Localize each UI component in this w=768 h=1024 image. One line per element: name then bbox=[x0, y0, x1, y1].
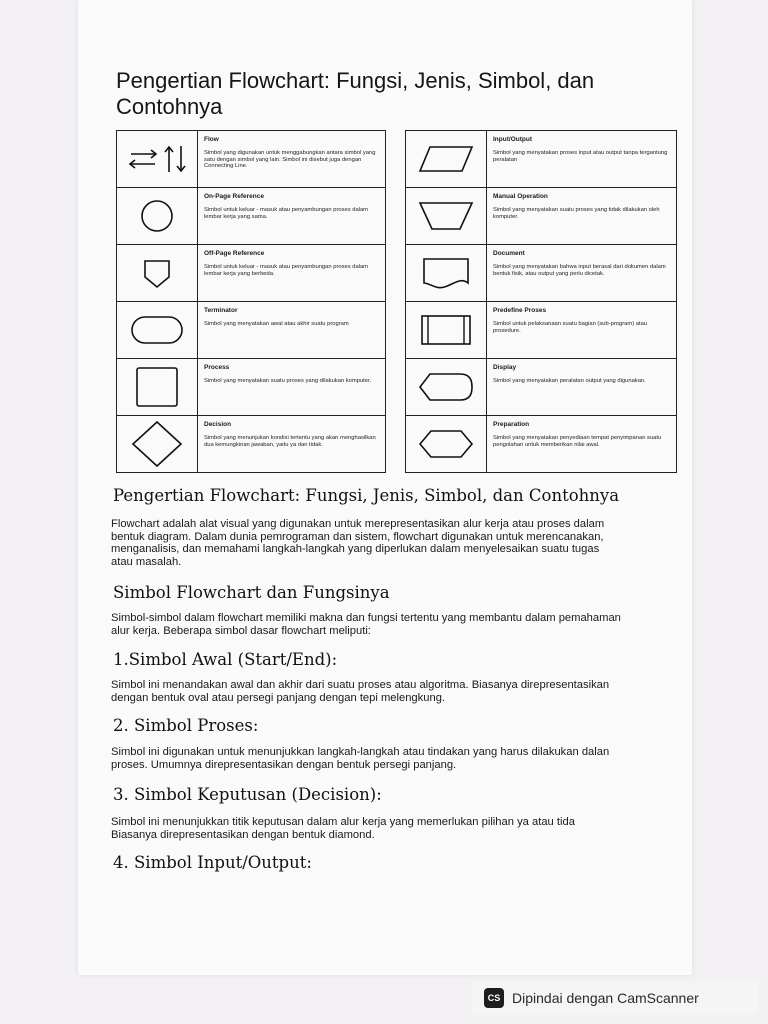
display-icon bbox=[406, 359, 487, 415]
item-heading-start-end: 1.Simbol Awal (Start/End): bbox=[113, 650, 338, 669]
symbol-desc: Simbol yang menyatakan awal atau akhir suatu program bbox=[204, 321, 349, 327]
symbol-desc: Simbol yang menyatakan suatu proses yang dilakukan komputer. bbox=[204, 378, 372, 384]
text-line: Simbol ini menandakan awal dan akhir dari suatu proses atau algoritma. Biasanya direpresentasikan bbox=[111, 679, 610, 691]
intro-paragraph bbox=[111, 518, 691, 568]
article-heading: Pengertian Flowchart: Fungsi, Jenis, Simbol, dan Contohnya bbox=[113, 486, 620, 505]
item-paragraph-process bbox=[111, 746, 691, 771]
text-line: dengan bentuk oval atau persegi panjang dengan tepi melengkung. bbox=[111, 691, 446, 704]
symbol-name: Flow bbox=[204, 136, 219, 143]
item-heading-decision: 3. Simbol Keputusan (Decision): bbox=[113, 785, 382, 804]
circle-icon bbox=[117, 188, 198, 244]
text-line: Simbol ini menunjukkan titik keputusan dalam alur kerja yang memerlukan pilihan ya atau tida bbox=[111, 816, 575, 828]
camscanner-watermark bbox=[472, 982, 758, 1014]
symbol-row-preparation bbox=[406, 415, 676, 472]
symbol-row-predefine-proses bbox=[406, 301, 676, 358]
document-icon bbox=[406, 245, 487, 301]
text-line: bentuk diagram. Dalam dunia pemrograman dan sistem, flowchart digunakan untuk merencanakan, bbox=[111, 530, 604, 543]
symbol-row-off-page-reference bbox=[117, 244, 385, 301]
symbol-name: Terminator bbox=[204, 307, 238, 314]
item-paragraph-start-end bbox=[111, 679, 691, 704]
symbol-desc: Simbol yang menyatakan proses input atau output tanpa tergantung peralatan bbox=[493, 150, 668, 163]
rounded-rect-icon bbox=[117, 302, 198, 358]
symbol-desc: Simbol untuk pelaksanaan suatu bagian (sub-program) atau prosedure. bbox=[493, 321, 648, 334]
text-line: Simbol-simbol dalam flowchart memiliki makna dan fungsi tertentu yang membantu dalam pemahaman bbox=[111, 612, 621, 624]
symbol-table-left bbox=[116, 130, 386, 473]
rectangle-icon bbox=[117, 359, 198, 415]
item-heading-input-output: 4. Simbol Input/Output: bbox=[113, 853, 312, 872]
text-line: Flowchart adalah alat visual yang digunakan untuk merepresentasikan alur kerja atau proses dalam bbox=[111, 518, 605, 530]
symbol-desc: Simbol yang menyatakan suatu proses yang tidak dilakukan oleh komputer. bbox=[493, 207, 660, 220]
text-line: menganalisis, dan memahami langkah-langkah yang diperlukan dalam menyelesaikan suatu tugas bbox=[111, 543, 600, 555]
section-paragraph bbox=[111, 612, 691, 637]
symbol-name: Off-Page Reference bbox=[204, 250, 265, 257]
parallelogram-icon bbox=[406, 131, 487, 187]
symbol-desc: Simbol yang menyatakan peralatan output yang digunakan. bbox=[493, 378, 646, 384]
symbol-desc: Simbol yang menyatakan penyediaan tempat penyimpanan suatu pengolahan untuk memberikan nilai awal. bbox=[493, 435, 662, 448]
symbol-name: Input/Output bbox=[493, 136, 532, 143]
item-heading-process: 2. Simbol Proses: bbox=[113, 716, 259, 735]
trapezoid-icon bbox=[406, 188, 487, 244]
symbol-desc: Simbol yang menunjukan kondisi tertentu yang akan menghasilkan dua kemungkinan jawaban, yaitu ya dan tidak. bbox=[204, 435, 376, 448]
symbol-name: Predefine Proses bbox=[493, 307, 547, 314]
text-line: proses. Umumnya direpresentasikan dengan bentuk persegi panjang. bbox=[111, 758, 457, 771]
symbol-name: Process bbox=[204, 364, 230, 371]
hexagon-icon bbox=[406, 416, 487, 472]
item-paragraph-decision bbox=[111, 816, 691, 841]
text-line: atau masalah. bbox=[111, 555, 182, 568]
symbol-name: On-Page Reference bbox=[204, 193, 264, 200]
symbol-row-manual-operation bbox=[406, 187, 676, 244]
page-title: Pengertian Flowchart: Fungsi, Jenis, Simbol, dan Contohnya bbox=[116, 68, 595, 119]
symbol-name: Display bbox=[493, 364, 517, 371]
symbol-desc: Simbol untuk keluar - masuk atau penyambungan proses dalam lembar kerja yang sama. bbox=[204, 207, 369, 220]
pentagon-icon bbox=[117, 245, 198, 301]
symbol-table-right bbox=[405, 130, 677, 473]
symbol-row-input-output bbox=[406, 131, 676, 187]
symbol-desc: Simbol yang digunakan untuk menggabungkan antara simbol yang satu dengan simbol yang lain. Simbol ini disebut juga dengan Connecting Line. bbox=[204, 150, 376, 170]
watermark-text: Dipindai dengan CamScanner bbox=[512, 990, 699, 1006]
symbol-row-decision bbox=[117, 415, 385, 472]
flow-arrows-icon bbox=[117, 131, 198, 187]
symbol-row-flow bbox=[117, 131, 385, 187]
symbol-name: Preparation bbox=[493, 421, 530, 428]
predefined-process-icon bbox=[406, 302, 487, 358]
symbol-name: Manual Operation bbox=[493, 193, 548, 200]
symbol-row-document bbox=[406, 244, 676, 301]
symbol-desc: Simbol untuk keluar - masuk atau penyambungan proses dalam lembar kerja yang berbeda. bbox=[204, 264, 369, 277]
symbol-row-terminator bbox=[117, 301, 385, 358]
text-line: alur kerja. Beberapa simbol dasar flowchart meliputi: bbox=[111, 624, 371, 637]
symbol-row-display bbox=[406, 358, 676, 415]
text-line: Biasanya direpresentasikan dengan bentuk diamond. bbox=[111, 828, 375, 841]
symbol-name: Document bbox=[493, 250, 525, 257]
symbol-name: Decision bbox=[204, 421, 232, 428]
text-line: Simbol ini digunakan untuk menunjukkan langkah-langkah atau tindakan yang harus dilakukan dalan bbox=[111, 746, 610, 758]
symbol-row-process bbox=[117, 358, 385, 415]
diamond-icon bbox=[117, 416, 198, 472]
section-heading: Simbol Flowchart dan Fungsinya bbox=[113, 583, 390, 602]
symbol-row-on-page-reference bbox=[117, 187, 385, 244]
camscanner-logo-icon: CS bbox=[484, 988, 504, 1008]
symbol-desc: Simbol yang menyatakan bahwa input berasal dari dokumen dalam bentuk fisik, atau output yang perlu dicetak. bbox=[493, 264, 666, 277]
